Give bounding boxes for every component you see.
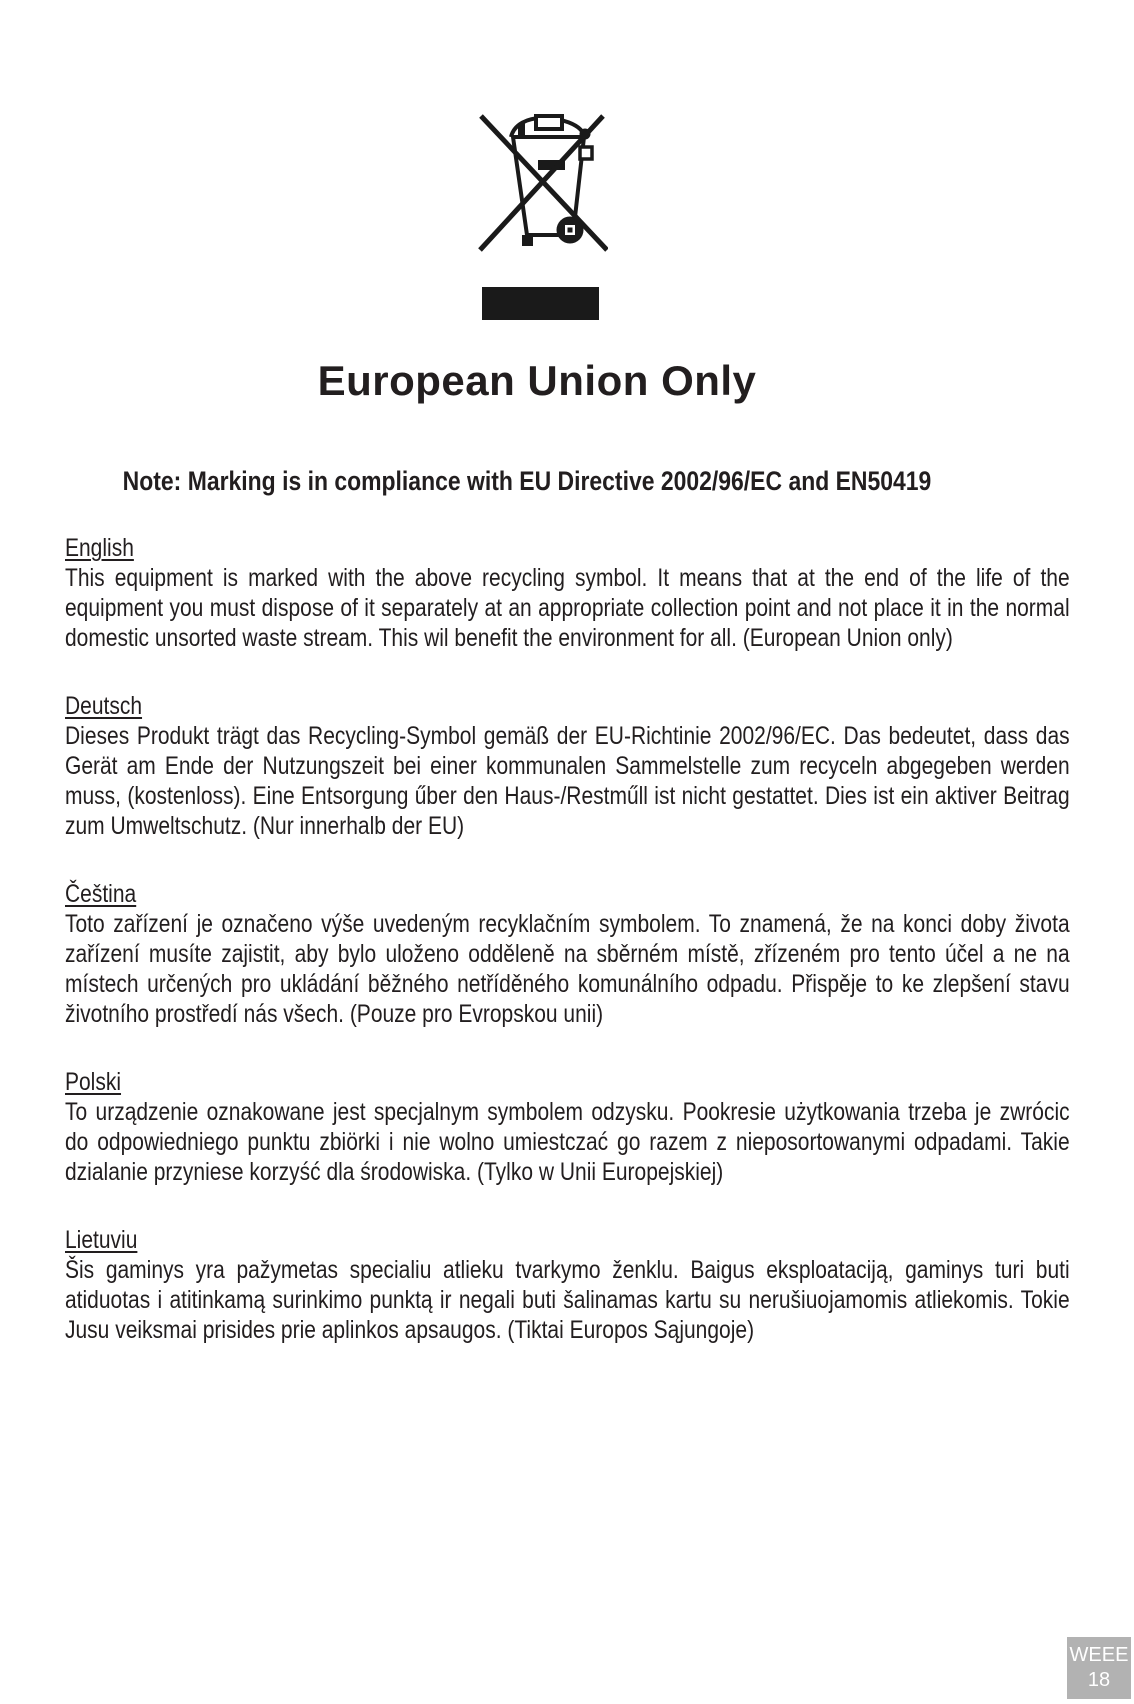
weee-document-page [0,104,1134,1704]
page-footer-badge [1067,1637,1131,1699]
section-deutsch [65,691,1070,841]
language-text: This equipment is marked with the above recycling symbol. It means that at the end of the life of the equipment you must dispose of it separately at an appropriate collection point and not place it in the normal domestic unsorted waste stream. This wil benefit the environment for all. (European Union only) [65,564,1070,652]
section-polski [65,1067,1070,1187]
language-heading: Lietuviu [65,1226,138,1254]
black-bar [482,287,599,320]
section-cestina [65,879,1070,1029]
language-text: Dieses Produkt trägt das Recycling-Symbol gemäß der EU-Richtinie 2002/96/EC. Das bedeutet, dass das Gerät am Ende der Nutzungszeit bei einer kommunalen Sammelstelle zum recyceln abgegeben werden muss, (kostenloss). Eine Entsorgung űber den Haus-/Restműll ist nicht gestattet. Dies ist ein aktiver Beitrag zum Umweltschutz. (Nur innerhalb der EU) [65,722,1070,840]
language-text: Toto zařízení je označeno výše uvedeným recyklačním symbolem. To znamená, že na konci doby života zařízení musíte zajistit, aby bylo uloženo odděleně na sběrném místě, zřízeném pro tento účel a ne na místech určených pro ukládání běžného netříděného komunálního odpadu. Přispěje to ke zlepšení stavu životního prostředí nás všech. (Pouze pro Evropskou unii) [65,910,1070,1028]
page-title: European Union Only [317,357,757,404]
language-text: Šis gaminys yra pažymetas specialiu atlieku tvarkymo ženklu. Baigus eksploataciją, gaminys turi buti atiduotas i atitinkamą surinkimo punktą ir negali buti šalinamas kartu su nerušiuojamomis atliekomis. Tokie Jusu veiksmai prisides prie aplinkos apsaugos. (Tiktai Europos Sąjungoje) [65,1256,1070,1344]
section-english [65,533,1070,653]
language-heading: Čeština [65,880,137,908]
language-text: To urządzenie oznakowane jest specjalnym symbolem odzysku. Pookresie użytkowania trzeba je zwrócic do odpowiedniego punktu zbiörki i nie wolno umiestczać go razem z nieposortowanymi odpadami. Takie dzialanie przyniese korzyść dla środowiska. (Tylko w Unii Europejskiej) [65,1098,1070,1186]
compliance-note: Note: Marking is in compliance with EU Directive 2002/96/EC and EN50419 [122,466,932,496]
language-heading: Polski [65,1068,122,1096]
weee-symbol [0,104,1107,320]
crossed-out-wheelie-bin-icon [472,104,608,256]
footer-label: WEEE [1069,1644,1129,1666]
language-heading: Deutsch [65,692,143,720]
section-lietuviu [65,1225,1070,1345]
footer-page-number: 18 [1087,1669,1111,1691]
language-heading: English [65,534,134,562]
